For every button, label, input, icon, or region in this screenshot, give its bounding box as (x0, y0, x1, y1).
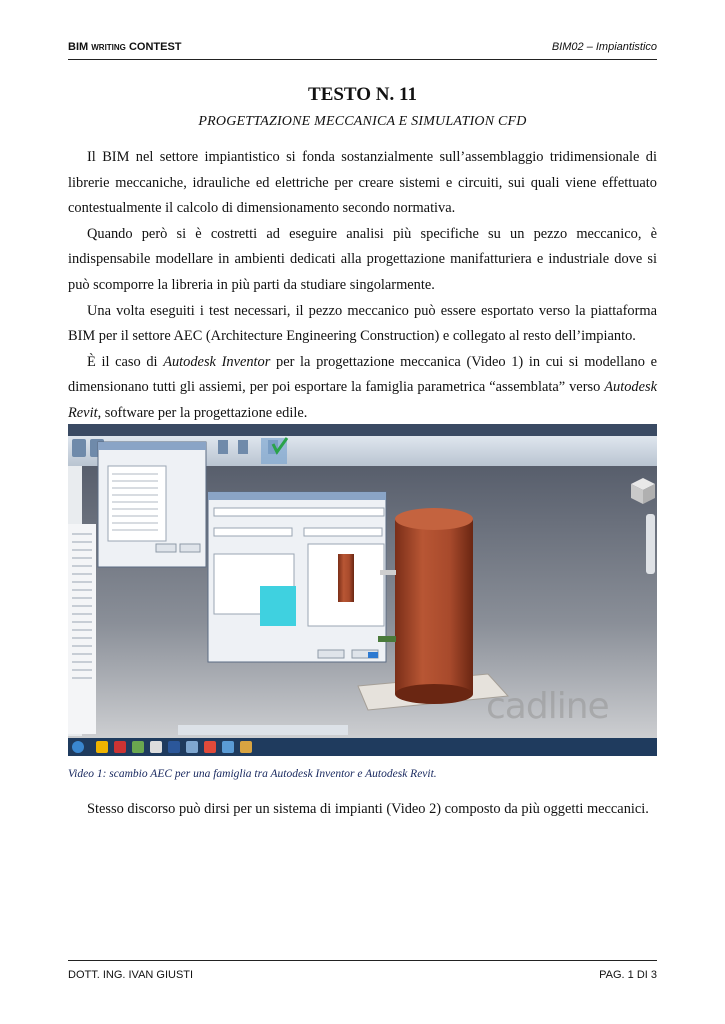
paragraph-3: Una volta eseguiti i test necessari, il pezzo meccanico può essere esportato verso la piattaforma BIM per il settore AEC (Architecture Engineering Construction) e collegato al resto dell’impianto. (68, 302, 657, 345)
p4-italic-inventor: Autodesk Inventor (163, 353, 271, 370)
p4-text-3: , software per la progettazione edile. (97, 404, 308, 421)
page-title: TESTO N. 11 (308, 84, 417, 105)
paragraph-5: Stesso discorso può dirsi per un sistema di impianti (Video 2) composto da più oggetti meccanici. (87, 801, 649, 817)
p4-text-1: È il caso di (87, 353, 164, 370)
after-figure-text (68, 797, 657, 822)
header-bim: BIM (68, 41, 89, 53)
p4-italic-revit: Autodesk Revit (68, 379, 657, 421)
figure-caption: Video 1: scambio AEC per una famiglia tra Autodesk Inventor e Autodesk Revit. (68, 768, 437, 780)
page-footer (68, 969, 657, 985)
video-1-frame[interactable] (68, 424, 657, 756)
page-subtitle: PROGETTAZIONE MECCANICA E SIMULATION CFD (198, 114, 527, 129)
footer-rule (68, 960, 657, 961)
footer-page-number: PAG. 1 DI 3 (599, 969, 657, 981)
watermark-text: cadline (486, 686, 609, 727)
footer-author: DOTT. ING. IVAN GIUSTI (68, 969, 194, 981)
paragraph-2: Quando però si è costretti ad eseguire analisi più specifiche su un pezzo meccanico, è indispensabile modellare in ambienti dedicati alla progettazione manifatturiera e industriale dove si può scomporre la libreria in più parti da studiare singolarmente. (68, 225, 657, 293)
page-header (68, 41, 657, 57)
body-text (68, 145, 657, 427)
header-contest: CONTEST (128, 41, 182, 53)
header-right: BIM02 – Impiantistico (551, 41, 657, 53)
cadline-watermark (486, 686, 609, 727)
header-writing: WRITING (91, 43, 126, 52)
paragraph-4 (68, 350, 657, 427)
header-left (68, 41, 182, 53)
paragraph-1: Il BIM nel settore impiantistico si fonda sostanzialmente sull’assemblaggio tridimensionale di librerie meccaniche, idrauliche ed elettriche per creare sistemi e circuiti, sui quali viene effettuato contestualmente il calcolo di dimensionamento secondo normativa. (68, 149, 657, 217)
header-rule (68, 59, 657, 60)
p4-text-2: per la progettazione meccanica (Video 1) in cui si modellano e dimensionano tutti gli assiemi, per poi esportare la famiglia parametrica “assemblata” verso (68, 353, 657, 396)
